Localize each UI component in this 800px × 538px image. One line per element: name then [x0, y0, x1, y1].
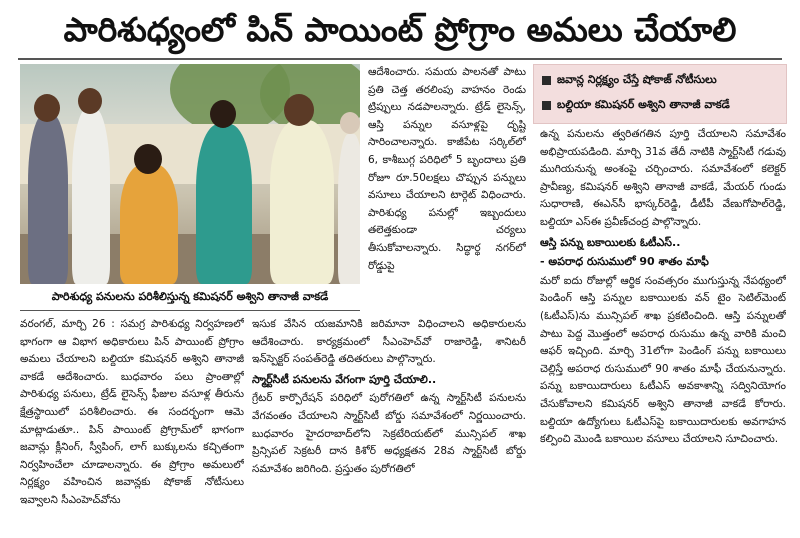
article-column-right [540, 126, 786, 534]
section-subhead: - అపరాధ రుసుములో 90 శాతం మాఫీ [540, 255, 709, 269]
article-paragraph: వరంగల్, మార్చి 26 : సమగ్ర పారిశుధ్య నిర్వహణలో భాగంగా ఆ విభాగ అధికారులు పిన్ పాయింట్ ప్రోగ్రాం అమలు చేయాలని బల్దియా కమిషనర్ అశ్విని తానాజీ వాకడే ఆదేశించారు. బుధవారం పలు ప్రాంతాల్లో పారిశుధ్య పనులు, ట్రేడ్ లైసెన్స్ ఫీజుల వసూళ్ల తీరును క్షేత్రస్థాయిలో పరిశీలించారు. ఈ సందర్భంగా ఆమె మాట్లాడుతూ.. పిన్ పాయింట్ ప్రోగ్రామ్‌లో భాగంగా జవాన్లు క్లీనింగ్, స్వీపింగ్, లాగ్ బుక్కులను కచ్చితంగా నిర్వహించేలా చూడాలన్నారు. ఈ ప్రోగ్రాం అమలులో నిర్లక్ష్యం వహించిన జవాన్లకు షోకాజ్ నోటీసులు ఇవ్వాలని సీఎంహెచ్‌వోను [20, 318, 244, 506]
article-paragraph: గ్రేటర్ కార్పొరేషన్ పరిధిలో పురోగతిలో ఉన్న స్మార్ట్‌సిటీ పనులను వేగవంతం చేయాలని స్మార్ట్‌సిటీ బోర్డు సమావేశంలో నిర్ణయించారు. బుధవారం హైదరాబాద్‌లోని సెక్రటేరియట్‌లో మున్సిపల్ శాఖ ప్రిన్సిపల్ సెక్రటరీ దాన కిశోర్ అధ్యక్షతన 28వ స్మార్ట్‌సిటీ బోర్డు సమావేశం జరిగింది. ప్రస్తుతం పురోగతిలో [252, 392, 526, 475]
article-column-left [20, 316, 244, 534]
highlight-box [533, 64, 787, 124]
section-subhead: ఆస్తి పన్ను బకాయిలకు ఓటీఎస్.. [540, 235, 681, 249]
highlight-item: జవాన్ల నిర్లక్ష్యం చేస్తే షోకాజ్ నోటీసులు [542, 73, 717, 89]
article-paragraph: ఇసుక వేసిన యజమానికి జరిమానా విధించాలని అధికారులను ఆదేశించారు. కార్యక్రమంలో సీఎంహెచ్‌వో రాజారెడ్డి, శానిటరీ ఇన్‌స్పెక్టర్ సంపత్‌రెడ్డి తదితరులు పాల్గొన్నారు. [252, 318, 526, 366]
headline-rule [18, 58, 782, 60]
article-paragraph: మరో ఐదు రోజుల్లో ఆర్థిక సంవత్సరం ముగుస్తున్న నేపథ్యంలో పెండింగ్ ఆస్తి పన్నుల బకాయిలకు వన్ టైం సెటిల్‌మెంట్ (ఓటీఎస్)ను మున్సిపల్ శాఖ ప్రకటించింది. ఆస్తి పన్నులతో పాటు పెద్ద మొత్తంలో అపరాధ రుసుము ఉన్న వారికి మంచి ఆఫర్ ఇచ్చింది. మార్చి 31లోగా పెండింగ్ పన్ను బకాయిలు చెల్లిస్తే అపరాధ రుసుములో 90 శాతం మాఫీ చేయనున్నారు. పన్ను బకాయిదారులు ఓటీఎస్ అవకాశాన్ని సద్వినియోగం చేసుకోవాలని కమిషనర్ అశ్విని తానాజీ వాకడే కోరారు. బల్దియా ఉద్యోగులు ఓటీఎస్‌పై బకాయిదారులకు అవగాహన కల్పించి మొండి బకాయిల వసూలు చేయాలని సూచించారు. [540, 274, 786, 446]
photo-caption: పారిశుధ్య పనులను పరిశీలిస్తున్న కమిషనర్ అశ్విని తానాజీ వాకడే [51, 290, 329, 303]
square-bullet-icon [542, 76, 551, 85]
article-column-middle [252, 316, 526, 534]
caption-rule [20, 310, 360, 311]
article-paragraph: ఉన్న పనులను త్వరితగతిన పూర్తి చేయాలని సమావేశం అభిప్రాయపడింది. మార్చి 31వ తేదీ నాటికి స్మార్ట్‌సిటీ గడువు ముగియనున్న అంశంపై చర్చించారు. సమావేశంలో కలెక్టర్ ప్రావీణ్య, కమిషనర్ అశ్విని తానాజీ వాకడే, మేయర్ గుండు సుధారాణి, ఈఎన్‌సీ భాస్కర్‌రెడ్డి, డీటీపీ వేణుగోపాల్‌రెడ్డి, బల్దియా ఎస్ఈ ప్రవీణ్‌చంద్ర పాల్గొన్నారు. [540, 128, 786, 228]
headline: పారిశుధ్యంలో పిన్ పాయింట్ ప్రోగ్రాం అమలు చేయాలి [63, 10, 737, 49]
article-paragraph: ఆదేశించారు. సమయ పాలనతో పాటు ప్రతి చెత్త తరలింపు వాహనం రెండు ట్రిప్పులు నడపాలన్నారు. ట్రేడ్ లైసెన్స్, ఆస్తి పన్నుల వసూళ్లపై దృష్టి సారించాలన్నారు. కాజీపేట సర్కిల్‌లో 6, కాశీబుగ్గ పరిధిలో 5 బృందాలు ప్రతి రోజూ రూ.50లక్షలు చొప్పున పన్నులు వసూలు చేయాలని టార్గెట్ విధించారు. పారిశుధ్య పనుల్లో ఇబ్బందులు తలెత్తకుండా చర్యలు తీసుకోవాలన్నారు. సిద్ధార్థ నగర్‌లో రోడ్డుపై [368, 66, 526, 272]
news-photo [20, 64, 360, 284]
section-subhead: స్మార్ట్‌సిటీ పనులను వేగంగా పూర్తి చేయాలి.. [252, 372, 437, 386]
highlight-item: బల్దియా కమిషనర్ అశ్విని తానాజీ వాకడే [542, 98, 730, 114]
square-bullet-icon [542, 101, 551, 110]
article-column-middle-top [368, 64, 526, 296]
